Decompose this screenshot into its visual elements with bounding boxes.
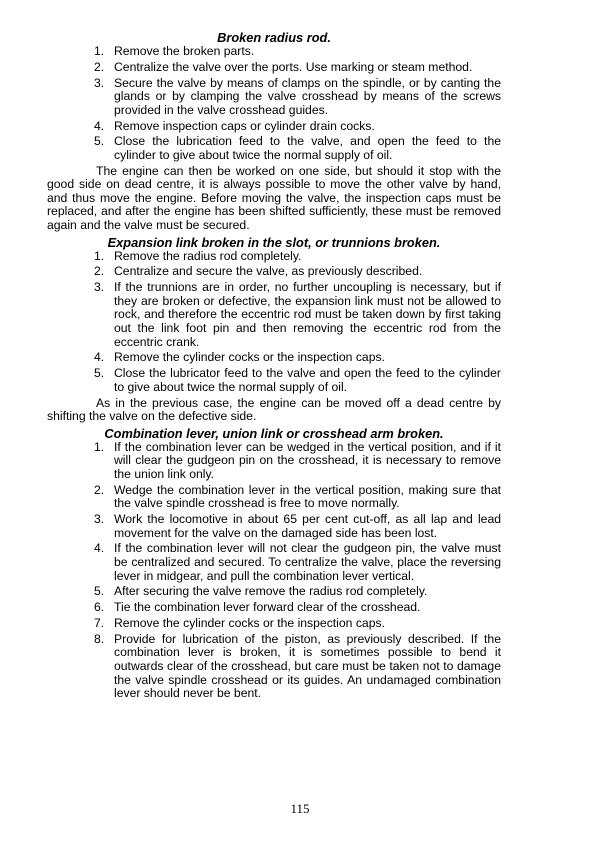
item-text: Remove the cylinder cocks or the inspection caps.	[114, 350, 385, 365]
item-number: 4.	[94, 118, 105, 133]
item-number: 6.	[94, 600, 105, 615]
item-text: Remove inspection caps or cylinder drain cocks.	[114, 118, 375, 133]
page-body	[47, 30, 501, 703]
section-broken-radius-rod	[47, 30, 501, 233]
list-item	[47, 484, 501, 511]
list-item	[47, 367, 501, 394]
list-item	[47, 617, 501, 631]
item-number: 2.	[94, 264, 105, 279]
item-text: Work the locomotive in about 65 per cent cut-off, as all lap and lead movement for the valve on the damaged side has been lost.	[114, 512, 501, 540]
item-text: Close the lubricator feed to the valve and open the feed to the cylinder to give about twice the normal supply of oil.	[114, 366, 501, 394]
section-combination-lever-broken	[47, 426, 501, 701]
item-number: 3.	[94, 75, 105, 90]
list-item	[47, 633, 501, 701]
item-number: 5.	[94, 134, 105, 149]
item-text: If the combination lever can be wedged in the vertical position, and if it will clear the gudgeon pin on the crosshead, it is necessary to remove the union link only.	[114, 439, 501, 481]
item-number: 5.	[94, 584, 105, 599]
item-number: 2.	[94, 482, 105, 497]
list-item	[47, 441, 501, 482]
item-number: 4.	[94, 541, 105, 556]
list-item	[47, 513, 501, 540]
section-heading: Expansion link broken in the slot, or trunnions broken.	[107, 234, 441, 250]
item-text: Wedge the combination lever in the vertical position, making sure that the valve spindle crosshead is free to move normally.	[114, 482, 501, 511]
item-number: 1.	[94, 439, 105, 454]
item-number: 1.	[94, 248, 105, 263]
item-text: After securing the valve remove the radius rod completely.	[114, 584, 428, 599]
item-text: Centralize the valve over the ports. Use marking or steam method.	[114, 59, 473, 74]
item-number: 4.	[94, 350, 105, 365]
list-item	[47, 77, 501, 118]
section-paragraph: The engine can then be worked on one side, but should it stop with the good side on dead centre, it is always possible to move the other valve by hand, and thus move the engine. Before moving the valve, the inspection caps must be replaced, and after the engine has been shifted sufficiently, these must be removed again and the valve must be secured.	[47, 163, 501, 233]
item-text: Close the lubrication feed to the valve, and open the feed to the cylinder to give about twice the normal supply of oil.	[114, 134, 501, 162]
item-text: Centralize and secure the valve, as previously described.	[114, 264, 423, 279]
step-list	[47, 250, 501, 395]
section-paragraph: As in the previous case, the engine can be moved off a dead centre by shifting the valve on the defective side.	[47, 395, 501, 424]
item-number: 2.	[94, 59, 105, 74]
item-number: 8.	[94, 631, 105, 646]
list-item	[47, 351, 501, 365]
item-number: 3.	[94, 280, 105, 295]
step-list	[47, 441, 501, 701]
page-number: 115	[290, 801, 310, 816]
list-item	[47, 265, 501, 279]
item-number: 7.	[94, 615, 105, 630]
list-item	[47, 281, 501, 349]
section-heading: Combination lever, union link or crosshead arm broken.	[104, 425, 444, 441]
item-text: Remove the radius rod completely.	[114, 248, 302, 263]
item-text: Tie the combination lever forward clear of the crosshead.	[114, 600, 421, 615]
item-text: If the trunnions are in order, no further uncoupling is necessary, but if they are broken or defective, the expansion link must not be allowed to rock, and therefore the eccentric rod must be taken down by first taking out the link foot pin and then removing the eccentric rod from the eccentric crank.	[114, 280, 501, 349]
item-text: Remove the cylinder cocks or the inspection caps.	[114, 615, 385, 630]
section-expansion-link-broken	[47, 235, 501, 424]
item-number: 1.	[94, 44, 105, 58]
list-item	[47, 250, 501, 264]
item-text: Provide for lubrication of the piston, as previously described. If the combination lever is broken, it is sometimes possible to bend it outwards clear of the crosshead, but care must be taken not to damage the valve spindle crosshead or its guides. An undamaged combination lever should never be bent.	[114, 631, 501, 701]
list-item	[47, 135, 501, 162]
item-number: 5.	[94, 366, 105, 381]
list-item	[47, 61, 501, 75]
step-list	[47, 45, 501, 163]
item-text: If the combination lever will not clear the gudgeon pin, the valve must be centralized and secured. To centralize the valve, place the reversing lever in midgear, and pull the combination lever vertical.	[114, 541, 501, 583]
list-item	[47, 120, 501, 134]
list-item	[47, 45, 501, 59]
item-number: 3.	[94, 512, 105, 527]
list-item	[47, 601, 501, 615]
list-item	[47, 585, 501, 599]
item-text: Secure the valve by means of clamps on the spindle, or by canting the glands or by clamping the valve crosshead by means of the screws provided in the valve crosshead guides.	[114, 75, 501, 117]
section-heading: Broken radius rod.	[217, 30, 331, 45]
item-text: Remove the broken parts.	[114, 44, 255, 58]
list-item	[47, 542, 501, 583]
